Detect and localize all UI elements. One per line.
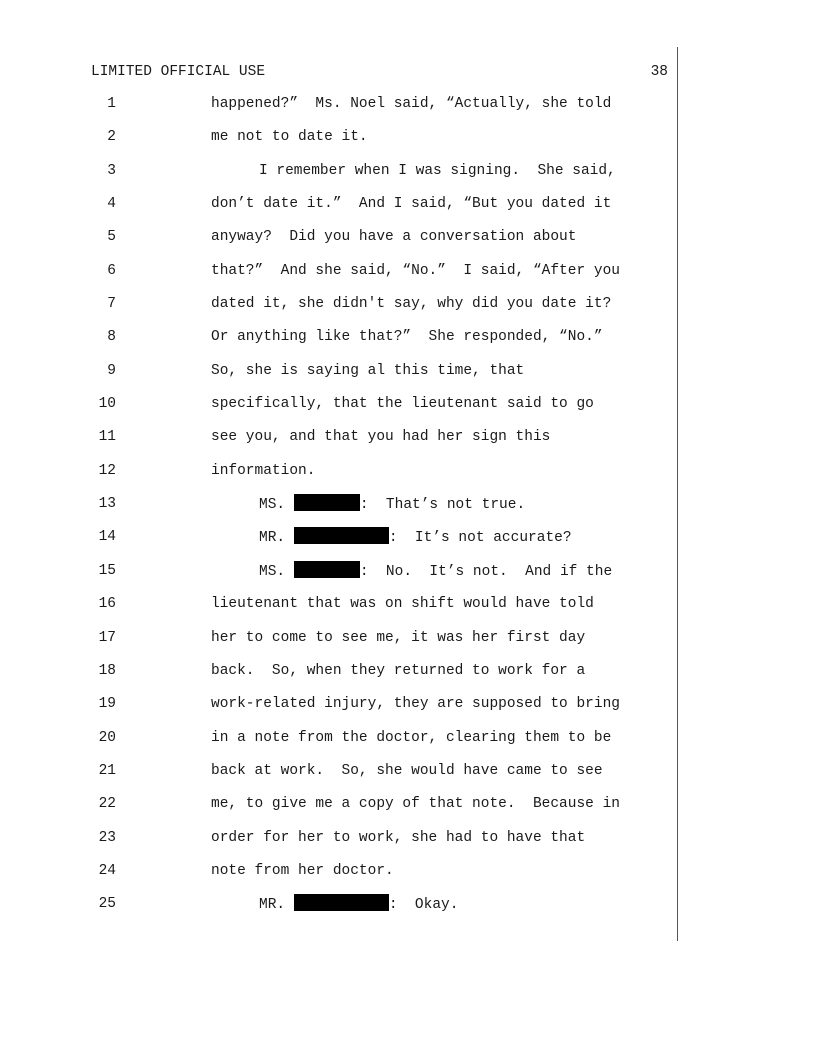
line-number: 10: [98, 396, 116, 413]
transcript-line: [0, 326, 816, 359]
line-text: me, to give me a copy of that note. Because in: [211, 796, 620, 813]
transcript-line: [0, 627, 816, 660]
transcript-line: [0, 793, 816, 826]
line-number: 5: [107, 229, 116, 246]
transcript-line: [0, 760, 816, 793]
transcript-line: [0, 860, 816, 893]
line-text: order for her to work, she had to have that: [211, 829, 586, 846]
speaker-line: [259, 561, 612, 582]
transcript-line: [0, 660, 816, 693]
transcript-line: [0, 293, 816, 326]
line-number: 23: [98, 829, 116, 846]
line-text: Or anything like that?” She responded, “No.”: [211, 329, 603, 346]
transcript-line: [0, 526, 816, 559]
classification-label: LIMITED OFFICIAL USE: [91, 64, 266, 80]
transcript-line: [0, 727, 816, 760]
line-text: information.: [211, 462, 316, 479]
line-number: 8: [107, 329, 116, 346]
line-number: 22: [98, 796, 116, 813]
line-text: work-related injury, they are supposed to bring: [211, 696, 620, 713]
line-number: 2: [107, 129, 116, 146]
redaction-box: [294, 894, 389, 911]
speaker-prefix: MR.: [259, 530, 286, 547]
line-text: back at work. So, she would have came to see: [211, 762, 603, 779]
line-number: 19: [98, 696, 116, 713]
line-text: specifically, that the lieutenant said to go: [211, 396, 594, 413]
transcript-line: [0, 593, 816, 626]
line-text: dated it, she didn't say, why did you date it?: [211, 296, 612, 313]
line-number: 25: [98, 896, 116, 913]
line-number: 15: [98, 562, 116, 579]
line-number: 3: [107, 162, 116, 179]
line-text: : It’s not accurate?: [388, 530, 572, 547]
transcript-line: [0, 226, 816, 259]
redaction-box: [294, 527, 389, 544]
transcript-line: [0, 126, 816, 159]
transcript-lines: [0, 93, 816, 927]
line-text: note from her doctor.: [211, 862, 394, 879]
line-text: : Okay.: [388, 897, 459, 914]
line-text: : No. It’s not. And if the: [359, 563, 613, 580]
line-number: 20: [98, 729, 116, 746]
line-number: 13: [98, 496, 116, 513]
line-number: 4: [107, 196, 116, 213]
line-number: 11: [98, 429, 116, 446]
transcript-line: [0, 560, 816, 593]
redaction-box: [294, 561, 360, 578]
transcript-line: [0, 426, 816, 459]
speaker-line: [259, 527, 572, 548]
transcript-line: [0, 393, 816, 426]
speaker-prefix: MS.: [259, 497, 286, 514]
line-text: : That’s not true.: [359, 497, 526, 514]
line-number: 18: [98, 662, 116, 679]
line-number: 6: [107, 262, 116, 279]
line-number: 9: [107, 362, 116, 379]
speaker-prefix: MS.: [259, 563, 286, 580]
transcript-line: [0, 360, 816, 393]
speaker-line: [259, 494, 525, 515]
transcript-line: [0, 693, 816, 726]
line-number: 12: [98, 462, 116, 479]
line-number: 14: [98, 529, 116, 546]
line-text: in a note from the doctor, clearing them to be: [211, 729, 612, 746]
speaker-prefix: MR.: [259, 897, 286, 914]
line-text: anyway? Did you have a conversation about: [211, 229, 577, 246]
transcript-line: [0, 160, 816, 193]
line-text: I remember when I was signing. She said,: [259, 162, 616, 179]
line-text: back. So, when they returned to work for a: [211, 662, 586, 679]
page-header: [91, 62, 668, 82]
line-text: So, she is saying al this time, that: [211, 362, 525, 379]
transcript-line: [0, 493, 816, 526]
line-text: lieutenant that was on shift would have told: [211, 596, 594, 613]
line-number: 16: [98, 596, 116, 613]
transcript-line: [0, 193, 816, 226]
line-text: that?” And she said, “No.” I said, “After you: [211, 262, 620, 279]
line-number: 7: [107, 296, 116, 313]
line-text: see you, and that you had her sign this: [211, 429, 551, 446]
transcript-line: [0, 260, 816, 293]
line-number: 1: [107, 96, 116, 112]
line-number: 21: [98, 762, 116, 779]
transcript-line: [0, 893, 816, 926]
line-number: 24: [98, 862, 116, 879]
line-text: don’t date it.” And I said, “But you dated it: [211, 196, 612, 213]
transcript-line: [0, 93, 816, 126]
redaction-box: [294, 494, 360, 511]
line-text: happened?” Ms. Noel said, “Actually, she told: [211, 96, 612, 112]
line-text: her to come to see me, it was her first day: [211, 629, 586, 646]
line-text: me not to date it.: [211, 129, 368, 146]
transcript-line: [0, 827, 816, 860]
transcript-line: [0, 460, 816, 493]
page-number: 38: [650, 64, 668, 80]
line-number: 17: [98, 629, 116, 646]
speaker-line: [259, 894, 458, 915]
